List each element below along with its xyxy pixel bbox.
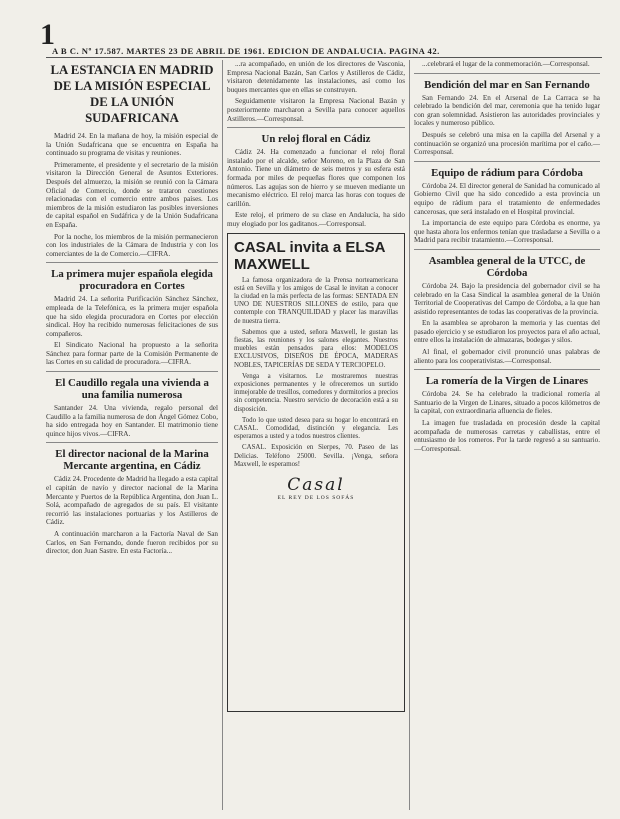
- ad-paragraph: Todo lo que usted desea para su hogar lo encontrará en CASAL. Comodidad, distinción y elegancia. Les esperamos a usted y a todos nuestros clientes.: [234, 416, 398, 441]
- article-paragraph: Córdoba 24. Se ha celebrado la tradicional romería al Santuario de la Virgen de Linares, situado a pocos kilómetros de la capital, con extraordinaria afluencia de fieles.: [414, 390, 600, 416]
- page-header: A B C. Nº 17.587. MARTES 23 DE ABRIL DE 1961. EDICION DE ANDALUCIA. PAGINA 42.: [52, 46, 440, 56]
- ad-paragraph: CASAL. Exposición en Sierpes, 70. Paseo de las Delicias. Teléfono 25000. Sevilla. ¡Venga, señora Maxwell, le esperamos!: [234, 444, 398, 468]
- corner-mark: 1: [40, 18, 55, 51]
- column-divider: [222, 60, 223, 810]
- article-divider: [46, 442, 218, 443]
- article-headline: Un reloj floral en Cádiz: [261, 133, 371, 146]
- article-paragraph: Cádiz 24. Ha comenzado a funcionar el reloj floral instalado por el alcalde, señor Moreno, en la Plaza de San Antonio. Tiene un diámetro de seis metros y su esfera está formada por miles de pequeñas flores que componen los números. Las agujas son de hierro y se mueven mediante un mecanismo eléctrico. El reloj marca las horas con toques de carillón.: [227, 148, 405, 208]
- article-divider: [227, 127, 405, 128]
- column-2: [227, 60, 405, 810]
- article-divider: [414, 161, 600, 162]
- article-paragraph: Córdoba 24. Bajo la presidencia del gobernador civil se ha celebrado en la Casa Sindical la asamblea general de la Unión Territorial de Cooperativas del Campo de Córdoba, a la que han asistido representantes de todas las cooperativas de la provincia.: [414, 281, 600, 316]
- article-divider: [46, 262, 218, 263]
- article-headline: El Caudillo regala una vivienda a una familia numerosa: [55, 377, 209, 402]
- article-paragraph: Cádiz 24. Procedente de Madrid ha llegado a esta capital el capitán de navío y director nacional de la Marina Mercante y Puertos de la República Argentina, don Juan L. Solá, acompañado de agregados de su país. El visitante recorrió las instalaciones portuarias y los Astilleros de Cádiz.: [46, 475, 218, 527]
- header-rule: [46, 57, 602, 58]
- article-paragraph: Santander 24. Una vivienda, regalo personal del Caudillo a la familia numerosa de don Ángel Gómez Cobo, ha sido entregada hoy en Santander. El matrimonio tiene quince hijos vivos.—CIFRA.: [46, 404, 218, 438]
- column-divider: [409, 60, 410, 810]
- article-paragraph: Al final, el gobernador civil pronunció unas palabras de aliento para los cooperativistas.—Corresponsal.: [414, 348, 600, 365]
- article-paragraph: A continuación marcharon a la Factoría Naval de San Carlos, en San Fernando, donde fueron recibidos por su director, don Juan Sastre. En esta Factoría...: [46, 530, 218, 556]
- article-paragraph: Primeramente, el presidente y el secretario de la misión visitaron la Dirección General de Asuntos Exteriores. Después del almuerzo, la misión se reunió con la Cámara Oficial de Comercio, donde se trataron cuestiones relacionadas con el comercio entre ambos países. Los miembros de la misión estudiaron las posibles inversiones de capital español en Sudáfrica y de la Unión Sudafricana en España.: [46, 160, 218, 229]
- article-paragraph: Después se celebró una misa en la capilla del Arsenal y a continuación se organizó una procesión marítima por el caño.—Corresponsal.: [414, 130, 600, 157]
- ad-paragraph: Venga a visitarnos. Le mostraremos nuestras exposiciones permanentes y le ofreceremos un surtido inmejorable de tresillos, comedores y dormitorios a precios sin competencia. Nuestro servicio de decoración está a su disposición.: [234, 372, 398, 413]
- article-paragraph: ...celebrará el lugar de la conmemoración.—Corresponsal.: [422, 60, 590, 68]
- article-paragraph: En la asamblea se aprobaron la memoria y las cuentas del pasado ejercicio y se estudiaron los proyectos para el año actual, entre ellos la instalación de almazaras, bodegas y silos.: [414, 319, 600, 345]
- article-paragraph: Este reloj, el primero de su clase en Andalucía, ha sido muy elogiado por los gaditanos.—Corresponsal.: [227, 211, 405, 228]
- ad-tagline: EL REY DE LOS SOFÁS: [277, 494, 355, 501]
- article-headline: Equipo de rádium para Córdoba: [431, 166, 583, 179]
- article-headline: La primera mujer española elegida procuradora en Cortes: [51, 268, 213, 293]
- article-headline: Bendición del mar en San Fernando: [424, 78, 590, 91]
- casal-advertisement: [227, 233, 405, 712]
- article-paragraph: La importancia de este equipo para Córdoba es enorme, ya que hasta ahora los enfermos tenían que trasladarse a Sevilla o a Madrid para recibir tratamiento.—Corresponsal.: [414, 219, 600, 245]
- article-paragraph: Madrid 24. La señorita Purificación Sánchez Sánchez, empleada de la Telefónica, es la primera mujer española que ha sido elegida procuradora en Cortes por elección sindical. Hoy ha recibido numerosas felicitaciones de sus compañeros.: [46, 295, 218, 338]
- casal-signature: Casal: [287, 474, 345, 495]
- article-headline: Asamblea general de la UTCC, de Córdoba: [428, 254, 586, 279]
- article-headline: El director nacional de la Marina Mercante argentina, en Cádiz: [55, 448, 209, 473]
- article-divider: [414, 249, 600, 250]
- column-1: [46, 60, 218, 810]
- article-divider: [414, 73, 600, 74]
- article-paragraph: Madrid 24. En la mañana de hoy, la misión especial de la Unión Sudafricana que se encuentra en España ha continuado su programa de visitas y reuniones.: [46, 132, 218, 158]
- article-paragraph: San Fernando 24. En el Arsenal de La Carraca se ha celebrado la bendición del mar, ceremonia que ha tenido lugar con gran solemnidad. Asistieron las autoridades provinciales y locales y numeroso público.: [414, 93, 600, 128]
- article-divider: [46, 371, 218, 372]
- article-paragraph: Seguidamente visitaron la Empresa Nacional Bazán y posteriormente marcharon a Sevilla para conocer aquellos Astilleros.—Corresponsal.: [227, 97, 405, 123]
- article-paragraph: La imagen fue trasladada en procesión desde la capital acompañada de numerosas carretas y caballistas, entre el entusiasmo de los romeros. Por la tarde regresó a su santuario.—Corresponsal.: [414, 419, 600, 453]
- article-paragraph: ...ra acompañado, en unión de los directores de Vasconia, Empresa Nacional Bazán, San Carlos y Astilleros de Cádiz, visitaron detenidamente las instalaciones, así como los buques mercantes que en ellas se construyen.: [227, 60, 405, 94]
- article-paragraph: Por la noche, los miembros de la misión permanecieron con los industriales de la Cámara de Industria y con los comerciantes de la de Comercio.—CIFRA.: [46, 232, 218, 258]
- column-3: [414, 60, 600, 810]
- article-paragraph: El Sindicato Nacional ha propuesto a la señorita Sánchez para formar parte de la Comisión Permanente de las Cortes en su calidad de procuradora.—CIFRA.: [46, 341, 218, 367]
- ad-signature-block: [234, 475, 398, 501]
- article-divider: [414, 369, 600, 370]
- article-headline: La romería de la Virgen de Linares: [425, 375, 589, 388]
- ad-paragraph: La famosa organizadora de la Prensa norteamericana está en Sevilla y los amigos de Casal le invitan a conocer la ciudad en la más perfecta de las formas: SENTADA EN UNO DE NUESTROS SILLONES de estilo, para que contemple con TRANQUILIDAD y placer las maravillas de nuestra tierra.: [234, 276, 398, 325]
- ad-paragraph: Sabemos que a usted, señora Maxwell, le gustan las fiestas, las reuniones y los salones elegantes. Nuestros muebles están pensados para ellos: MODELOS EXCLUSIVOS, DISEÑOS DE ÉPOCA, MADERAS NOBLES, TAPICERÍAS DE SEDA Y TERCIOPELO.: [234, 328, 398, 369]
- article-headline: LA ESTANCIA EN MADRID DE LA MISIÓN ESPECIAL DE LA UNIÓN SUDAFRICANA: [50, 63, 214, 125]
- article-paragraph: Córdoba 24. El director general de Sanidad ha comunicado al Gobierno Civil que ha sido concedido a esta provincia un equipo de rádium para el tratamiento de enfermedades cancerosas, que será instalado en el Hospital provincial.: [414, 181, 600, 216]
- ad-title: CASAL invita a ELSA MAXWELL: [234, 238, 385, 273]
